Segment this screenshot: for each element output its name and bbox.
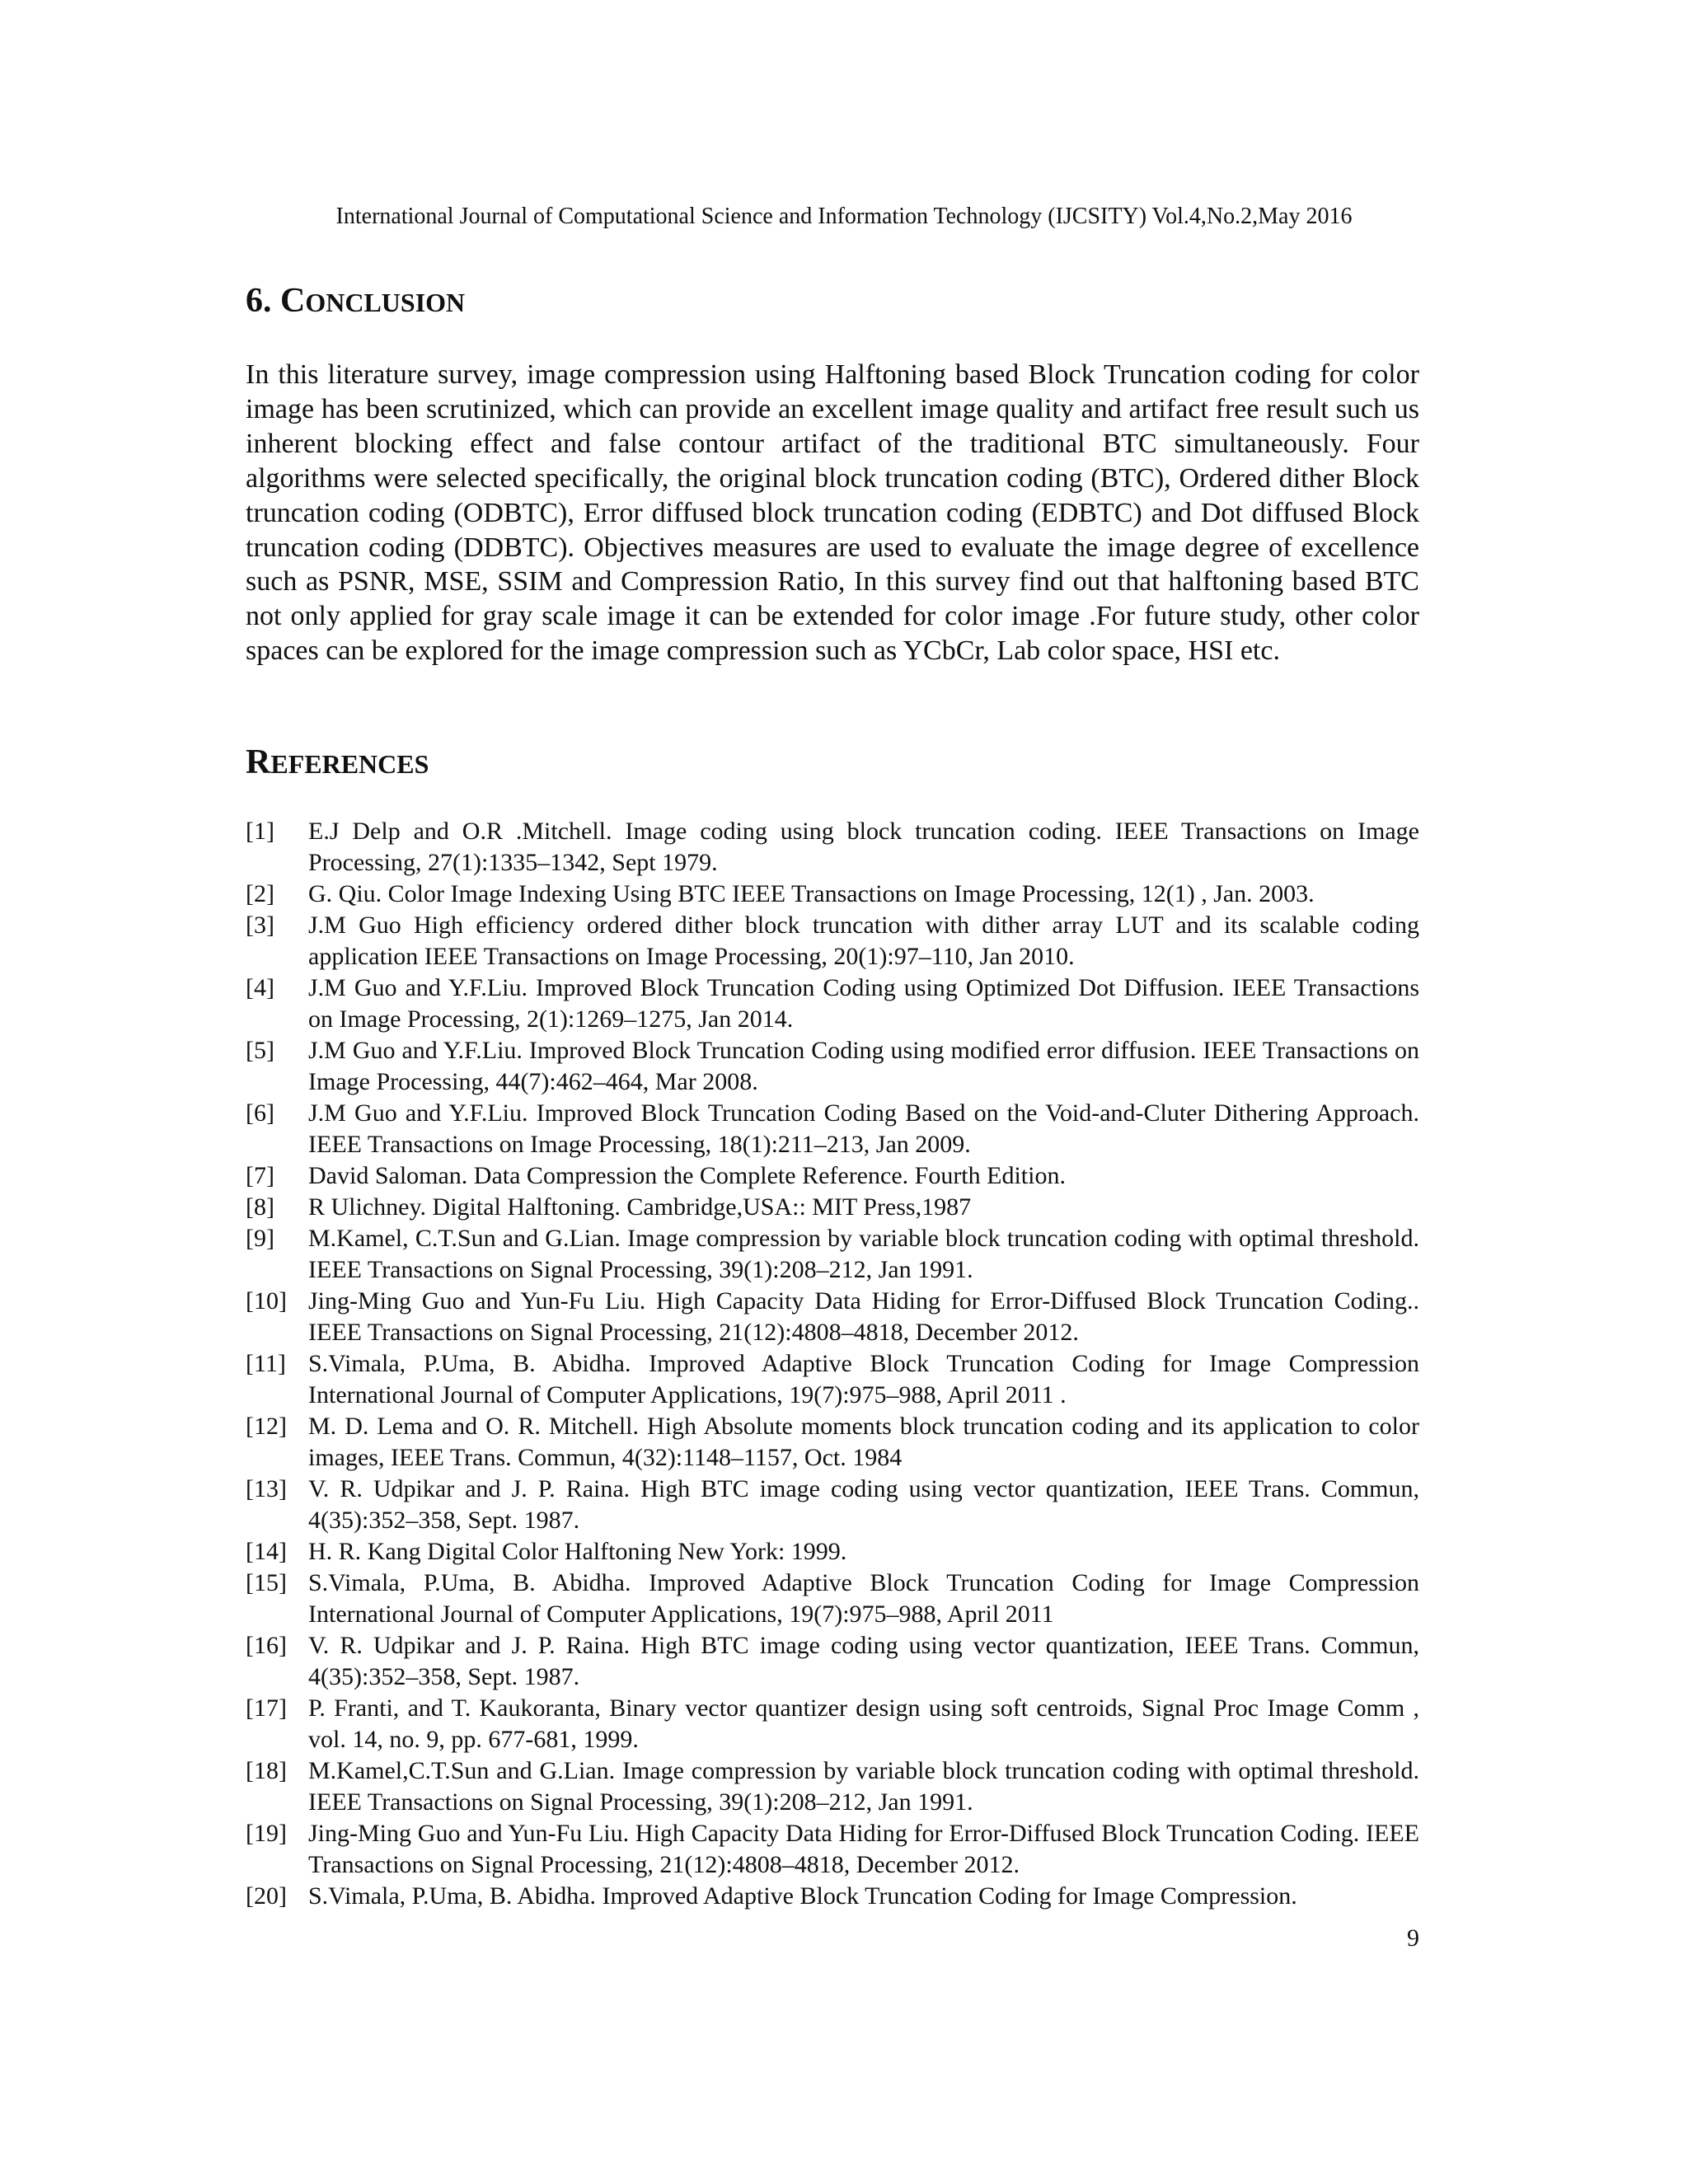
reference-text: S.Vimala, P.Uma, B. Abidha. Improved Adaptive Block Truncation Coding for Image Compression. xyxy=(308,1882,1297,1910)
reference-number: [3] xyxy=(246,912,274,939)
reference-text: Jing-Ming Guo and Yun-Fu Liu. High Capacity Data Hiding for Error-Diffused Block Truncation Coding. IEEE Transactions on Signal Processing, 21(12):4808–4818, December 2012. xyxy=(308,1820,1419,1878)
reference-text: M. D. Lema and O. R. Mitchell. High Absolute moments block truncation coding and its application to color images, IEEE Trans. Commun, 4(32):1148–1157, Oct. 1984 xyxy=(308,1413,1419,1471)
reference-item xyxy=(246,1630,1419,1693)
reference-item xyxy=(246,816,1419,879)
reference-item xyxy=(246,1223,1419,1286)
reference-number: [4] xyxy=(246,974,274,1001)
reference-text: J.M Guo High efficiency ordered dither block truncation with dither array LUT and its scalable coding application IEEE Transactions on Image Processing, 20(1):97–110, Jan 2010. xyxy=(308,912,1419,970)
reference-text: M.Kamel, C.T.Sun and G.Lian. Image compression by variable block truncation coding with optimal threshold. IEEE Transactions on Signal Processing, 39(1):208–212, Jan 1991. xyxy=(308,1225,1419,1283)
reference-item xyxy=(246,1693,1419,1755)
reference-item xyxy=(246,1348,1419,1411)
reference-number: [18] xyxy=(246,1757,287,1784)
reference-text: H. R. Kang Digital Color Halftoning New York: 1999. xyxy=(308,1538,847,1565)
reference-number: [13] xyxy=(246,1475,287,1502)
reference-item xyxy=(246,910,1419,972)
reference-number: [7] xyxy=(246,1162,274,1189)
heading-initial: R xyxy=(246,743,271,781)
reference-number: [6] xyxy=(246,1099,274,1127)
reference-text: S.Vimala, P.Uma, B. Abidha. Improved Adaptive Block Truncation Coding for Image Compression International Journal of Computer Applications, 19(7):975–988, April 2011 xyxy=(308,1569,1419,1628)
reference-item xyxy=(246,1568,1419,1630)
reference-number: [8] xyxy=(246,1193,274,1221)
reference-text: V. R. Udpikar and J. P. Raina. High BTC image coding using vector quantization, IEEE Trans. Commun, 4(35):352–358, Sept. 1987. xyxy=(308,1475,1419,1534)
reference-item xyxy=(246,1474,1419,1536)
reference-text: P. Franti, and T. Kaukoranta, Binary vector quantizer design using soft centroids, Signal Proc Image Comm , vol. 14, no. 9, pp. 677-681, 1999. xyxy=(308,1694,1419,1753)
reference-text: David Saloman. Data Compression the Complete Reference. Fourth Edition. xyxy=(308,1162,1066,1189)
reference-number: [17] xyxy=(246,1694,287,1722)
reference-item xyxy=(246,1755,1419,1818)
reference-number: [20] xyxy=(246,1882,287,1910)
reference-item xyxy=(246,1192,1419,1223)
reference-number: [14] xyxy=(246,1538,287,1565)
reference-item xyxy=(246,1818,1419,1881)
reference-item xyxy=(246,1286,1419,1348)
reference-text: R Ulichney. Digital Halftoning. Cambridge,USA:: MIT Press,1987 xyxy=(308,1193,972,1221)
heading-rest: EFERENCES xyxy=(270,749,429,779)
reference-number: [2] xyxy=(246,880,274,907)
heading-number: 6. xyxy=(246,282,280,320)
reference-number: [11] xyxy=(246,1350,286,1377)
running-header: International Journal of Computational Science and Information Technology (IJCSITY) Vol.4,No.2,May 2016 xyxy=(335,204,1353,229)
references-heading xyxy=(246,742,429,785)
reference-text: J.M Guo and Y.F.Liu. Improved Block Truncation Coding Based on the Void-and-Cluter Dithering Approach. IEEE Transactions on Image Processing, 18(1):211–213, Jan 2009. xyxy=(308,1099,1419,1158)
reference-item xyxy=(246,1411,1419,1474)
reference-number: [16] xyxy=(246,1632,287,1659)
reference-text: M.Kamel,C.T.Sun and G.Lian. Image compression by variable block truncation coding with optimal threshold. IEEE Transactions on Signal Processing, 39(1):208–212, Jan 1991. xyxy=(308,1757,1419,1816)
reference-item xyxy=(246,1160,1419,1192)
reference-number: [5] xyxy=(246,1037,274,1064)
reference-text: G. Qiu. Color Image Indexing Using BTC IEEE Transactions on Image Processing, 12(1) , Jan. 2003. xyxy=(308,880,1315,907)
reference-text: E.J Delp and O.R .Mitchell. Image coding using block truncation coding. IEEE Transactions on Image Processing, 27(1):1335–1342, Sept 1979. xyxy=(308,818,1419,876)
reference-number: [12] xyxy=(246,1413,287,1440)
heading-initial: C xyxy=(280,282,306,320)
reference-number: [1] xyxy=(246,818,274,845)
reference-item xyxy=(246,972,1419,1035)
reference-number: [10] xyxy=(246,1287,287,1315)
reference-text: J.M Guo and Y.F.Liu. Improved Block Truncation Coding using modified error diffusion. IEEE Transactions on Image Processing, 44(7):462–464, Mar 2008. xyxy=(308,1037,1419,1095)
reference-item xyxy=(246,1536,1419,1568)
conclusion-heading xyxy=(246,280,465,323)
reference-text: J.M Guo and Y.F.Liu. Improved Block Truncation Coding using Optimized Dot Diffusion. IEEE Transactions on Image Processing, 2(1):1269–1275, Jan 2014. xyxy=(308,974,1419,1033)
reference-number: [15] xyxy=(246,1569,287,1596)
reference-item xyxy=(246,879,1419,910)
references-list xyxy=(246,816,1419,1912)
reference-item xyxy=(246,1035,1419,1098)
reference-item xyxy=(246,1881,1419,1912)
heading-rest: ONCLUSION xyxy=(305,288,466,317)
reference-number: [19] xyxy=(246,1820,287,1847)
reference-text: Jing-Ming Guo and Yun-Fu Liu. High Capacity Data Hiding for Error-Diffused Block Truncation Coding.. IEEE Transactions on Signal Processing, 21(12):4808–4818, December 2012. xyxy=(308,1287,1419,1346)
page-number: 9 xyxy=(1407,1924,1419,1952)
conclusion-paragraph: In this literature survey, image compression using Halftoning based Block Truncation coding for color image has been scrutinized, which can provide an excellent image quality and artifact free result such us inherent blocking effect and false contour artifact of the traditional BTC simultaneously. Four algorithms were selected specifically, the original block truncation coding (BTC), Ordered dither Block truncation coding (ODBTC), Error diffused block truncation coding (EDBTC) and Dot diffused Block truncation coding (DDBTC). Objectives measures are used to evaluate the image degree of excellence such as PSNR, MSE, SSIM and Compression Ratio, In this survey find out that halftoning based BTC not only applied for gray scale image it can be extended for color image .For future study, other color spaces can be explored for the image compression such as YCbCr, Lab color space, HSI etc. xyxy=(246,359,1419,667)
reference-text: V. R. Udpikar and J. P. Raina. High BTC image coding using vector quantization, IEEE Trans. Commun, 4(35):352–358, Sept. 1987. xyxy=(308,1632,1419,1690)
reference-text: S.Vimala, P.Uma, B. Abidha. Improved Adaptive Block Truncation Coding for Image Compression International Journal of Computer Applications, 19(7):975–988, April 2011 . xyxy=(308,1350,1419,1408)
reference-number: [9] xyxy=(246,1225,274,1252)
reference-item xyxy=(246,1098,1419,1160)
